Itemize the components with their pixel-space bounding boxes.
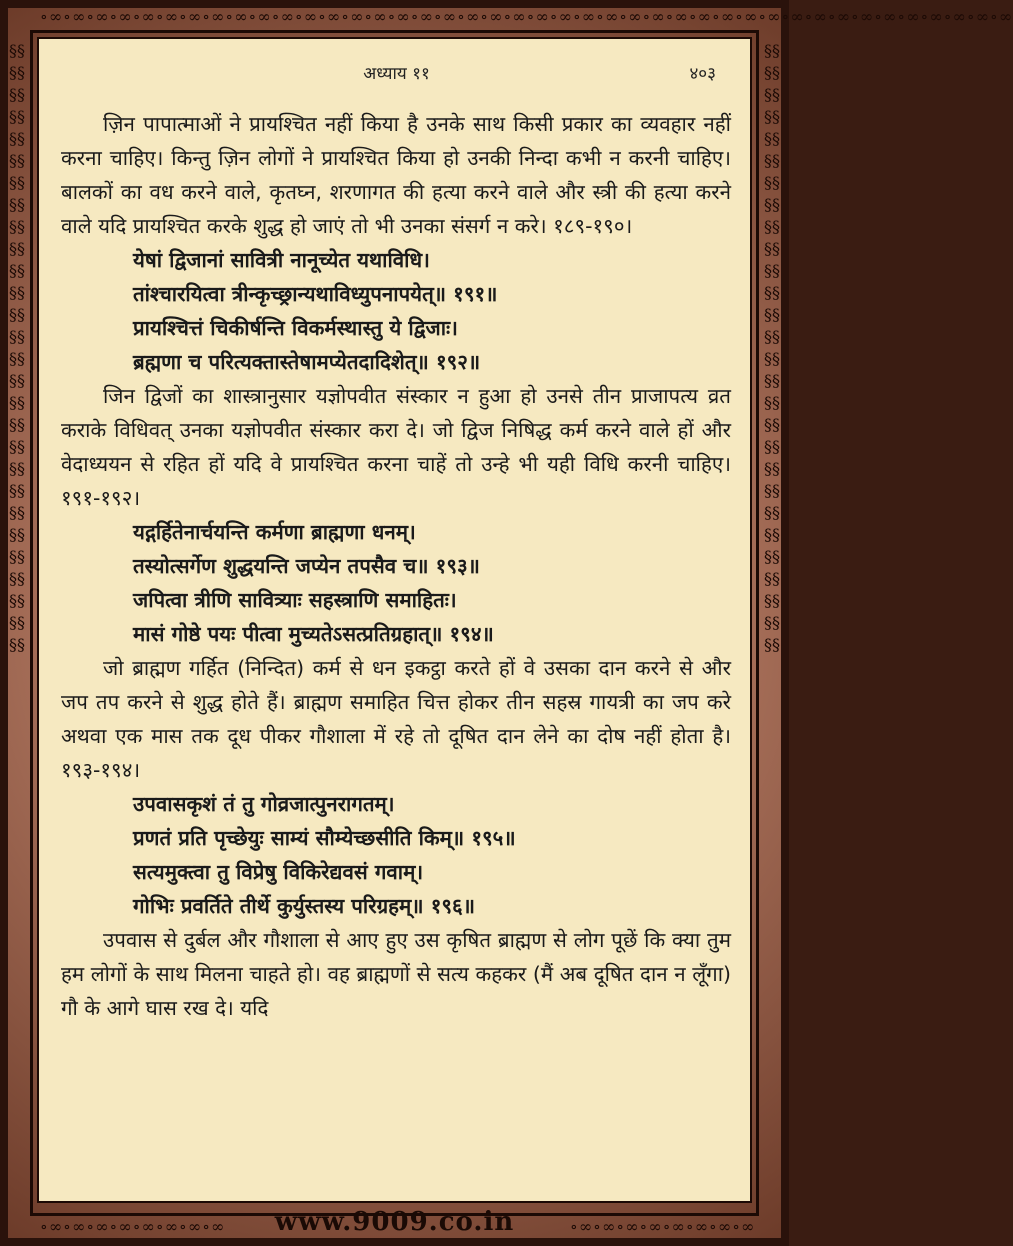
sanskrit-verse-line: उपवासकृशं तं तु गोव्रजात्पुनरागतम्। [133, 792, 395, 816]
sanskrit-verse-line: प्रायश्चित्तं चिकीर्षन्ति विकर्मस्थास्तु ये द्विजाः। [133, 316, 458, 340]
bottom-ornament-right: ∘∞∘∞∘∞∘∞∘∞∘∞∘∞∘∞ [570, 1217, 756, 1236]
commentary-paragraph: जिन द्विजों का शास्त्रानुसार यज्ञोपवीत संस्कार न हुआ हो उनसे तीन प्राजापत्य व्रत कराके विधिवत् उनका यज्ञोपवीत संस्कार करा दे। जो द्विज निषिद्ध कर्म करने वाले हों और वेदाध्ययन से रहित हों यदि वे प्रायश्चित करना चाहें तो उन्हे भी यही विधि करनी चाहिए। १९१-१९२। [61, 384, 731, 510]
page-header [39, 61, 754, 91]
bottom-ornament-left: ∘∞∘∞∘∞∘∞∘∞∘∞∘∞∘∞ [40, 1217, 226, 1236]
sanskrit-verse-line: येषां द्विजानां सावित्री नानूच्येत यथाविधि। [133, 248, 430, 272]
chapter-title: अध्याय ११ [363, 64, 430, 84]
sanskrit-verse-line: प्रणतं प्रति पृच्छेयुः साम्यं सौम्येच्छसीति किम्॥ १९५॥ [133, 826, 516, 850]
sanskrit-verse-line: ब्रह्मणा च परित्यक्तास्तेषामप्येतदादिशेत्॥ १९२॥ [133, 350, 481, 374]
right-ornament: §§§§§§§§§§§§§§§§§§§§§§§§§§§§§§§§§§§§§§§§§§§§§§§§§§§§§§§§ [764, 41, 780, 654]
sanskrit-verse-line: मासं गोष्ठे पयः पीत्वा मुच्यतेऽसत्प्रतिग्रहात्॥ १९४॥ [133, 622, 494, 646]
sanskrit-verse-line: गोभिः प्रवर्तिते तीर्थे कुर्युस्तस्य परिग्रहम्॥ १९६॥ [133, 894, 475, 918]
commentary-paragraph: ज़िन पापात्माओं ने प्रायश्चित नहीं किया है उनके साथ किसी प्रकार का व्यवहार नहीं करना चाहिए। किन्तु ज़िन लोगों ने प्रायश्चित किया हो उनकी निन्दा कभी न करनी चाहिए। बालकों का वध करने वाले, कृतघ्न, शरणागत की हत्या करने वाले और स्त्री की हत्या करने वाले यदि प्रायश्चित करके शुद्ध हो जाएं तो भी उनका संसर्ग न करे। १८९-१९०। [61, 112, 731, 238]
sanskrit-verse-line: जपित्वा त्रीणि सावित्र्याः सहस्त्राणि समाहितः। [133, 588, 457, 612]
sanskrit-verse-line: सत्यमुक्त्वा तु विप्रेषु विकिरेद्यवसं गवाम्। [133, 860, 424, 884]
page-content [61, 107, 731, 1025]
sanskrit-verse-line: तस्योत्सर्गेण शुद्धयन्ति जप्येन तपसैव च॥ १९३॥ [133, 554, 480, 578]
commentary-paragraph: जो ब्राह्मण गर्हित (निन्दित) कर्म से धन इकट्ठा करते हों वे उसका दान करने से और जप तप करने से शुद्ध होते हैं। ब्राह्मण समाहित चित्त होकर तीन सहस्र गायत्री का जप करे अथवा एक मास तक दूध पीकर गौशाला में रहे तो दूषित दान लेने का दोष नहीं होता है। १९३-१९४। [61, 656, 731, 782]
commentary-paragraph: उपवास से दुर्बल और गौशाला से आए हुए उस कृषित ब्राह्मण से लोग पूछें कि क्या तुम हम लोगों के साथ मिलना चाहते हो। वह ब्राह्मणों से सत्य कहकर (मैं अब दूषित दान न लूँगा) गौ के आगे घास रख दे। यदि [61, 928, 731, 1020]
left-ornament: §§§§§§§§§§§§§§§§§§§§§§§§§§§§§§§§§§§§§§§§§§§§§§§§§§§§§§§§ [9, 41, 25, 654]
top-ornament: ∘∞∘∞∘∞∘∞∘∞∘∞∘∞∘∞∘∞∘∞∘∞∘∞∘∞∘∞∘∞∘∞∘∞∘∞∘∞∘∞∘∞∘∞∘∞∘∞∘∞∘∞∘∞∘∞∘∞∘∞∘∞∘∞∘∞∘∞∘∞∘∞∘∞∘∞∘∞∘∞∘∞∘∞ [40, 7, 1013, 26]
sanskrit-verse-line: यद्गर्हितेनार्चयन्ति कर्मणा ब्राह्मणा धनम्। [133, 520, 416, 544]
page-number: ४०३ [689, 64, 716, 84]
book-page [37, 37, 752, 1203]
sanskrit-verse-line: तांश्चारयित्वा त्रीन्कृच्छ्रान्यथाविध्युपनापयेत्॥ १९१॥ [133, 282, 498, 306]
website-link[interactable]: www.9009.co.in [274, 1207, 515, 1237]
